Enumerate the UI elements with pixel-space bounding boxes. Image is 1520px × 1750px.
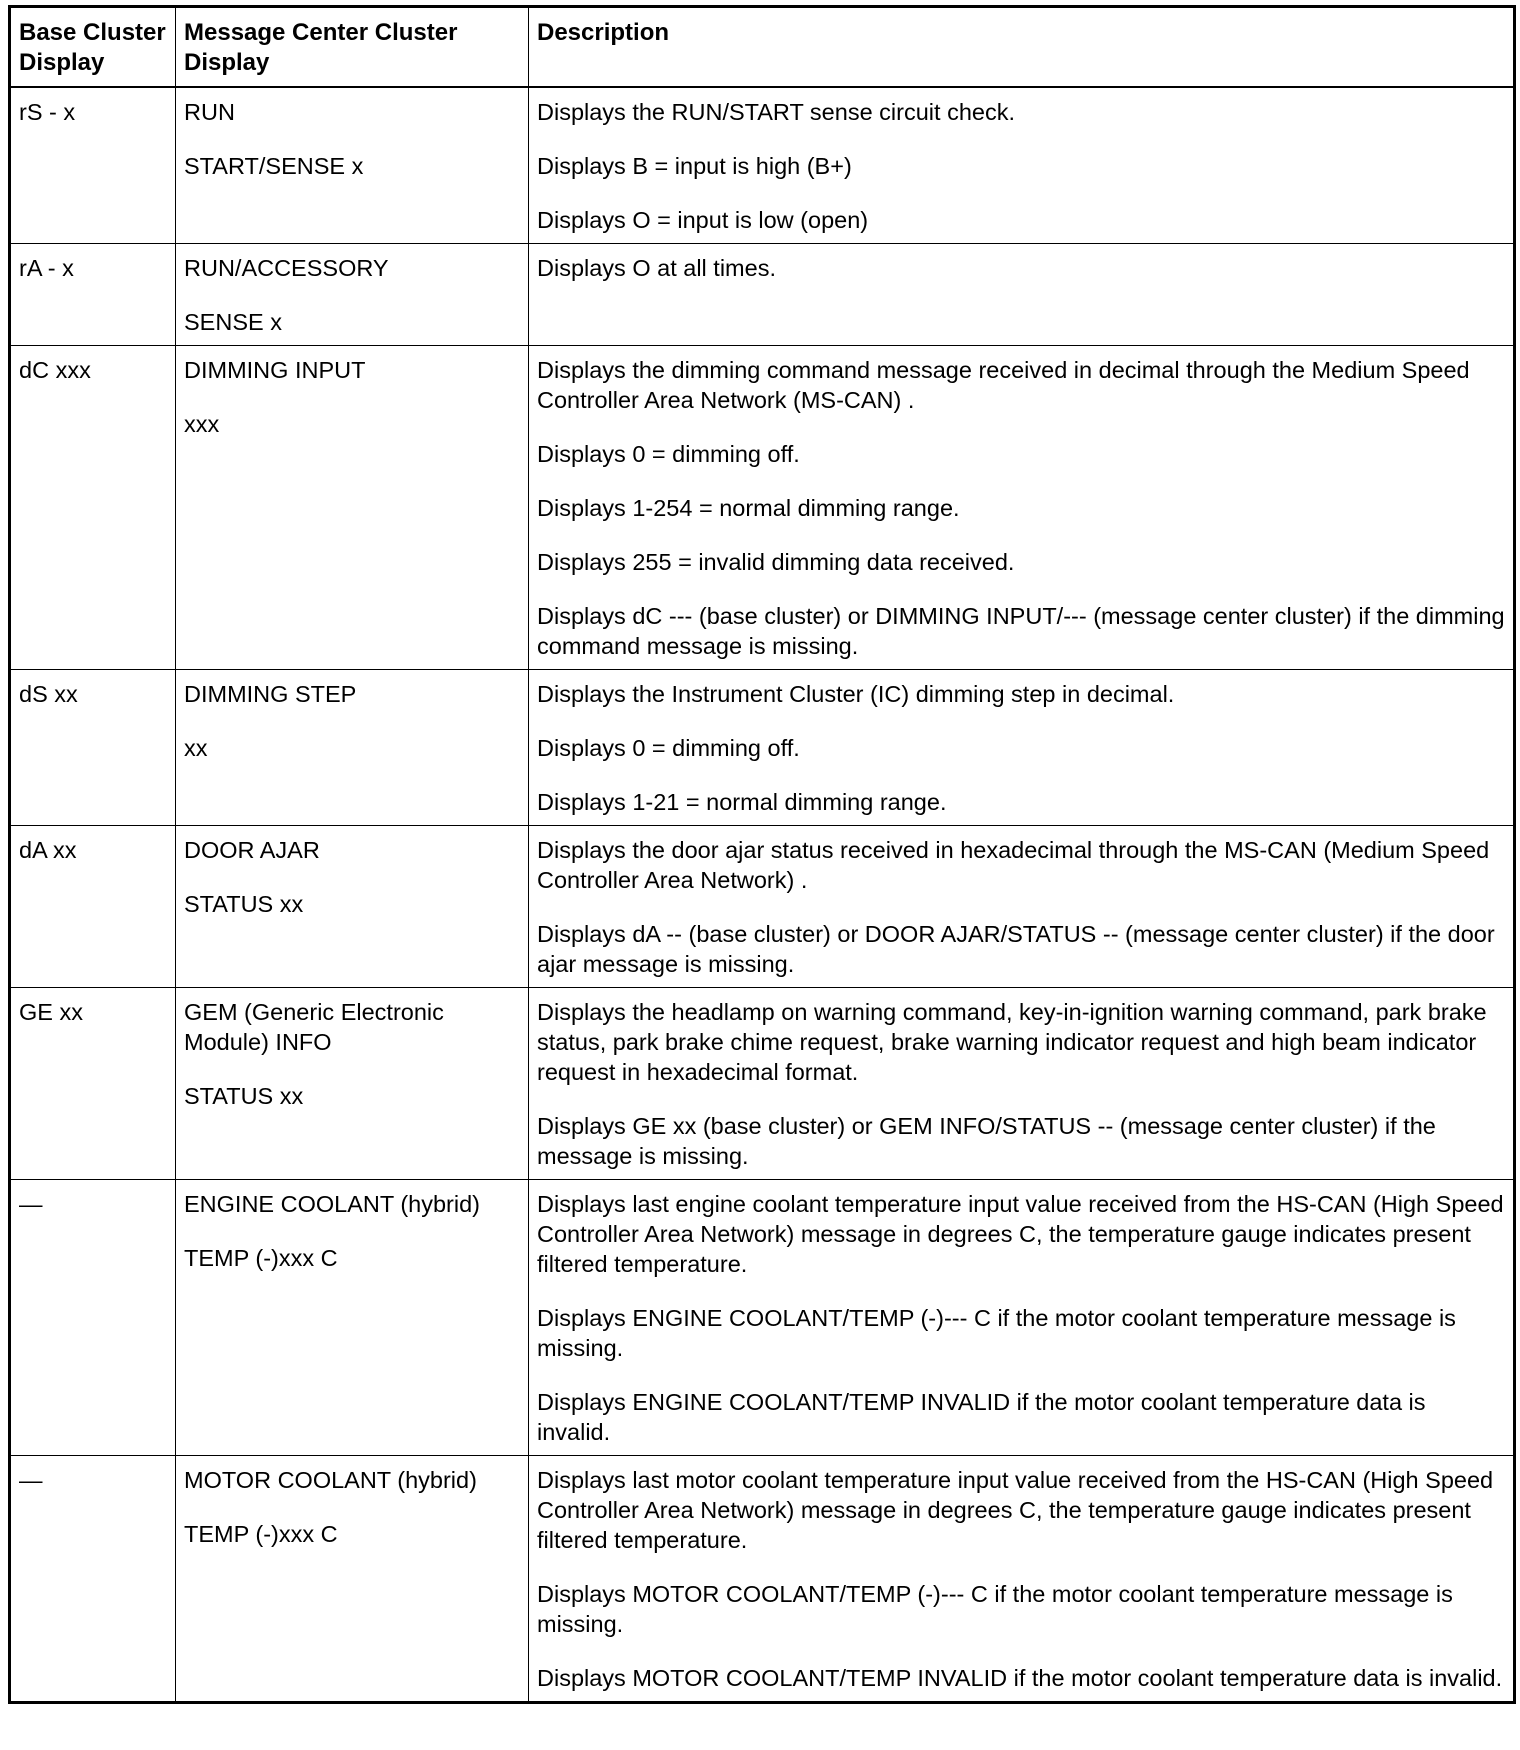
message-center-display-line: ENGINE COOLANT (hybrid) bbox=[184, 1191, 480, 1217]
message-center-display-line: DIMMING INPUT bbox=[184, 357, 366, 383]
cluster-display-table bbox=[8, 5, 1516, 1704]
description-paragraph: Displays the door ajar status received in hexadecimal through the MS-CAN (Medium Speed Controller Area Network) . bbox=[537, 837, 1490, 893]
description-paragraph: Displays O at all times. bbox=[537, 255, 776, 281]
description-cell bbox=[529, 1180, 1515, 1456]
description-paragraph: Displays B = input is high (B+) bbox=[537, 153, 852, 179]
message-center-display-line: START/SENSE x bbox=[184, 153, 364, 179]
message-center-display-line: STATUS xx bbox=[184, 891, 304, 917]
message-center-display-cell bbox=[176, 1456, 529, 1703]
base-cluster-display-value: — bbox=[19, 1191, 43, 1217]
table-row bbox=[10, 988, 1515, 1180]
description-paragraph: Displays the headlamp on warning command, key-in-ignition warning command, park brake status, park brake chime request, brake warning indicator request and high beam indicator request in hexadecimal format. bbox=[537, 999, 1487, 1085]
table-row bbox=[10, 1456, 1515, 1703]
message-center-display-cell bbox=[176, 670, 529, 826]
description-paragraph: Displays 255 = invalid dimming data received. bbox=[537, 549, 1015, 575]
base-cluster-display-value: dS xx bbox=[19, 681, 78, 707]
description-cell bbox=[529, 826, 1515, 988]
base-cluster-display-cell bbox=[10, 1180, 176, 1456]
base-cluster-display-value: — bbox=[19, 1467, 43, 1493]
table-row bbox=[10, 670, 1515, 826]
header-base-cluster-display: Base Cluster Display bbox=[10, 7, 176, 88]
description-paragraph: Displays 0 = dimming off. bbox=[537, 735, 800, 761]
table-row bbox=[10, 346, 1515, 670]
description-paragraph: Displays MOTOR COOLANT/TEMP (-)--- C if the motor coolant temperature message is missing. bbox=[537, 1581, 1453, 1637]
base-cluster-display-value: rS - x bbox=[19, 99, 76, 125]
description-paragraph: Displays 1-21 = normal dimming range. bbox=[537, 789, 947, 815]
description-paragraph: Displays dA -- (base cluster) or DOOR AJAR/STATUS -- (message center cluster) if the door ajar message is missing. bbox=[537, 921, 1495, 977]
message-center-display-cell bbox=[176, 244, 529, 346]
message-center-display-line: SENSE x bbox=[184, 309, 282, 335]
message-center-display-line: xx bbox=[184, 735, 208, 761]
base-cluster-display-value: GE xx bbox=[19, 999, 83, 1025]
message-center-display-line: GEM (Generic Electronic Module) INFO bbox=[184, 999, 444, 1055]
base-cluster-display-cell bbox=[10, 826, 176, 988]
base-cluster-display-value: dA xx bbox=[19, 837, 77, 863]
message-center-display-line: xxx bbox=[184, 411, 220, 437]
base-cluster-display-cell bbox=[10, 670, 176, 826]
description-paragraph: Displays 1-254 = normal dimming range. bbox=[537, 495, 960, 521]
table-row bbox=[10, 1180, 1515, 1456]
description-paragraph: Displays GE xx (base cluster) or GEM INFO/STATUS -- (message center cluster) if the message is missing. bbox=[537, 1113, 1436, 1169]
base-cluster-display-value: dC xxx bbox=[19, 357, 91, 383]
message-center-display-line: RUN bbox=[184, 99, 235, 125]
table-row bbox=[10, 87, 1515, 244]
description-paragraph: Displays the Instrument Cluster (IC) dimming step in decimal. bbox=[537, 681, 1175, 707]
description-paragraph: Displays the dimming command message received in decimal through the Medium Speed Controller Area Network (MS-CAN) . bbox=[537, 357, 1470, 413]
table-row bbox=[10, 826, 1515, 988]
message-center-display-line: DIMMING STEP bbox=[184, 681, 357, 707]
table-header-row bbox=[10, 7, 1515, 88]
base-cluster-display-cell bbox=[10, 346, 176, 670]
base-cluster-display-cell bbox=[10, 1456, 176, 1703]
header-message-center-cluster-display: Message Center Cluster Display bbox=[176, 7, 529, 88]
message-center-display-cell bbox=[176, 346, 529, 670]
description-cell bbox=[529, 244, 1515, 346]
message-center-display-line: MOTOR COOLANT (hybrid) bbox=[184, 1467, 477, 1493]
description-cell bbox=[529, 1456, 1515, 1703]
description-cell bbox=[529, 988, 1515, 1180]
description-paragraph: Displays O = input is low (open) bbox=[537, 207, 869, 233]
description-paragraph: Displays MOTOR COOLANT/TEMP INVALID if the motor coolant temperature data is invalid. bbox=[537, 1665, 1503, 1691]
message-center-display-cell bbox=[176, 826, 529, 988]
message-center-display-line: TEMP (-)xxx C bbox=[184, 1521, 338, 1547]
message-center-display-line: DOOR AJAR bbox=[184, 837, 320, 863]
header-description: Description bbox=[529, 7, 1515, 88]
base-cluster-display-cell bbox=[10, 87, 176, 244]
description-paragraph: Displays last motor coolant temperature input value received from the HS-CAN (High Speed Controller Area Network) message in degrees C, the temperature gauge indicates present filtered temperature. bbox=[537, 1467, 1494, 1553]
description-paragraph: Displays dC --- (base cluster) or DIMMING INPUT/--- (message center cluster) if the dimming command message is missing. bbox=[537, 603, 1505, 659]
base-cluster-display-value: rA - x bbox=[19, 255, 74, 281]
description-paragraph: Displays the RUN/START sense circuit check. bbox=[537, 99, 1015, 125]
base-cluster-display-cell bbox=[10, 244, 176, 346]
description-paragraph: Displays 0 = dimming off. bbox=[537, 441, 800, 467]
description-cell bbox=[529, 670, 1515, 826]
description-cell bbox=[529, 346, 1515, 670]
message-center-display-cell bbox=[176, 988, 529, 1180]
message-center-display-line: RUN/ACCESSORY bbox=[184, 255, 389, 281]
message-center-display-cell bbox=[176, 87, 529, 244]
description-cell bbox=[529, 87, 1515, 244]
message-center-display-line: STATUS xx bbox=[184, 1083, 304, 1109]
base-cluster-display-cell bbox=[10, 988, 176, 1180]
table-body bbox=[10, 87, 1515, 1703]
description-paragraph: Displays ENGINE COOLANT/TEMP (-)--- C if the motor coolant temperature message is missing. bbox=[537, 1305, 1456, 1361]
message-center-display-cell bbox=[176, 1180, 529, 1456]
message-center-display-line: TEMP (-)xxx C bbox=[184, 1245, 338, 1271]
description-paragraph: Displays ENGINE COOLANT/TEMP INVALID if the motor coolant temperature data is invalid. bbox=[537, 1389, 1426, 1445]
table-row bbox=[10, 244, 1515, 346]
description-paragraph: Displays last engine coolant temperature input value received from the HS-CAN (High Speed Controller Area Network) message in degrees C, the temperature gauge indicates present filtered temperature. bbox=[537, 1191, 1504, 1277]
